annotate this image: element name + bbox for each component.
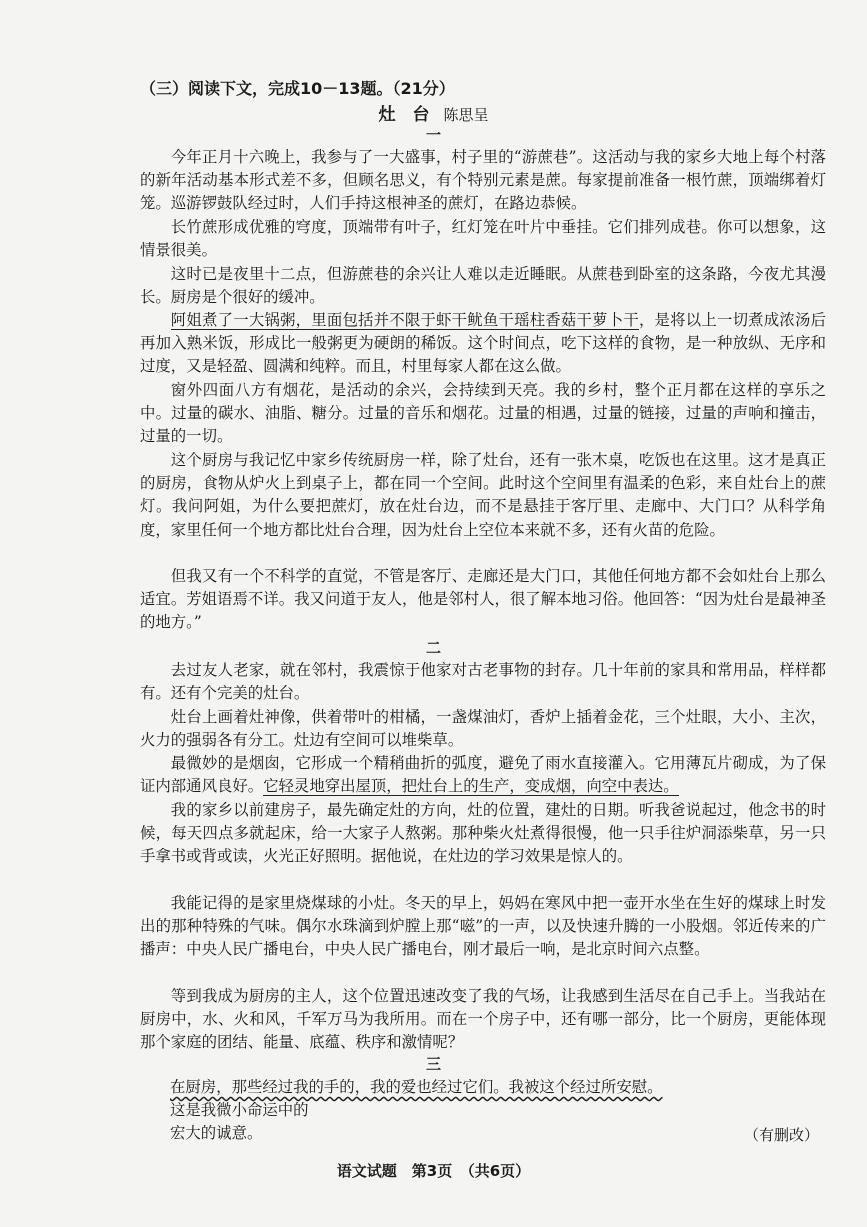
part-two-label: 二	[425, 639, 441, 657]
part-two-paragraph-1: 去过友人老家，就在邻村，我震惊于他家对古老事物的封存。几十年前的家具和常用品，样样都有。还有个完美的灶台。	[140, 661, 826, 703]
part-three-line-2: 这是我微小命运中的	[170, 1101, 309, 1119]
page-footer: 语文试题 第3页 （共6页）	[336, 1162, 531, 1180]
part-one-paragraph-2: 长竹蔗形成优雅的穹度，顶端带有叶子，红灯笼在叶片中垂挂。它们排列成巷。你可以想象，这情景很美。	[140, 218, 826, 260]
part-one-label: 一	[425, 126, 441, 144]
paragraph-text: 最微妙的是烟囱，它形成一个精稍曲折的弧度，避免了雨水直接灌入。它用薄瓦片砌成，为了保证内部通风良好。	[140, 754, 826, 796]
article-title: 灶 台	[378, 105, 430, 125]
part-three-line-3: 宏大的诚意。	[170, 1124, 263, 1142]
part-two-paragraph-4: 我的家乡以前建房子，最先确定灶的方向，灶的位置，建灶的日期。听我爸说起过，他念书的时候，每天四点多就起床，给一大家子人熬粥。那种柴火灶煮得很慢，他一只手往炉洞添柴草，另一只手拿书或背或读，火光正好照明。据他说，在灶边的学习效果是惊人的。	[140, 801, 826, 866]
part-two-paragraph-2: 灶台上画着灶神像，供着带叶的柑橘，一盏煤油灯，香炉上插着金花，三个灶眼，大小、主次，火力的强弱各有分工。灶边有空间可以堆柴草。	[140, 708, 826, 750]
underlined-sentence: 它轻灵地穿出屋顶，把灶台上的生产，变成烟，向空中表达。	[263, 777, 679, 796]
part-one-paragraph-3: 这时已是夜里十二点，但游蔗巷的余兴让人难以走近睡眠。从蔗巷到卧室的这条路，今夜尤其漫长。厨房是个很好的缓冲。	[140, 265, 826, 307]
underlined-sentence: 阿姐煮了一大锅粥，里面包括并不限于虾干鱿鱼干瑶柱香菇干萝卜干	[170, 311, 639, 329]
part-one-paragraph-7: 但我又有一个不科学的直觉，不管是客厅、走廊还是大门口，其他任何地方都不会如灶台上那么适宜。芳姐语焉不详。我又问道于友人，他是邻村人，很了解本地习俗。他回答：“因为灶台是最神圣的地方。”	[140, 567, 826, 632]
section-heading: （三）阅读下文，完成10－13题。（21分）	[140, 79, 455, 98]
edited-note: （有删改）	[743, 1126, 819, 1144]
part-two-paragraph-5: 我能记得的是家里烧煤球的小灶。冬天的早上，妈妈在寒风中把一壶开水坐在生好的煤球上时发出的那种特殊的气味。偶尔水珠滴到炉膛上那“嗞”的一声，以及快速升腾的一小股烟。邻近传来的广播声：中央人民广播电台，中央人民广播电台，刚才最后一响，是北京时间六点整。	[140, 894, 826, 959]
part-one-paragraph-5: 窗外四面八方有烟花，是活动的余兴，会持续到天亮。我的乡村，整个正月都在这样的享乐之中。过量的碳水、油脂、糖分。过量的音乐和烟花。过量的相遇，过量的链接，过量的声响和撞击，过量的一切。	[140, 381, 826, 446]
part-one-paragraph-4	[140, 309, 826, 379]
wavy-underlined-sentence: 在厨房，那些经过我的手的，我的爱也经过它们。我被这个经过所安慰。	[170, 1078, 663, 1096]
part-one-paragraph-1: 今年正月十六晚上，我参与了一大盛事，村子里的“游蔗巷”。这活动与我的家乡大地上每个村落的新年活动基本形式差不多，但顾名思义，有个特别元素是蔗。每家提前准备一根竹蔗，顶端绑着灯笼。巡游锣鼓队经过时，人们手持这根神圣的蔗灯，在路边恭候。	[140, 148, 826, 213]
part-two-paragraph-3	[140, 752, 826, 798]
part-one-paragraph-6: 这个厨房与我记忆中家乡传统厨房一样，除了灶台，还有一张木桌，吃饭也在这里。这才是真正的厨房，食物从炉火上到桌子上，都在同一个空间。此时这个空间里有温柔的色彩，来自灶台上的蔗灯。我问阿姐，为什么要把蔗灯，放在灶台边，而不是悬挂于客厅里、走廊中、大门口？从科学角度，家里任何一个地方都比灶台合理，因为灶台上空位本来就不多，还有火苗的危险。	[140, 451, 826, 539]
paragraph-text: ，是将以上一切煮成浓汤后再加入熟米饭，形成比一般粥更为硬朗的稀饭。这个时间点，吃下这样的食物，是一种放纵、无序和过度，又是轻盈、圆满和纯粹。而且，村里每家人都在这么做。	[140, 311, 826, 376]
part-three-label: 三	[425, 1055, 441, 1073]
part-two-paragraph-6: 等到我成为厨房的主人，这个位置迅速改变了我的气场，让我感到生活尽在自己手上。当我站在厨房中，水、火和风，千军万马为我所用。而在一个房子中，还有哪一部分，比一个厨房，更能体现那个家庭的团结、能量、底蕴、秩序和激情呢？	[140, 987, 826, 1052]
article-title-line	[0, 100, 867, 125]
part-three-line-1	[170, 1076, 663, 1099]
article-author: 陈思呈	[443, 106, 489, 124]
